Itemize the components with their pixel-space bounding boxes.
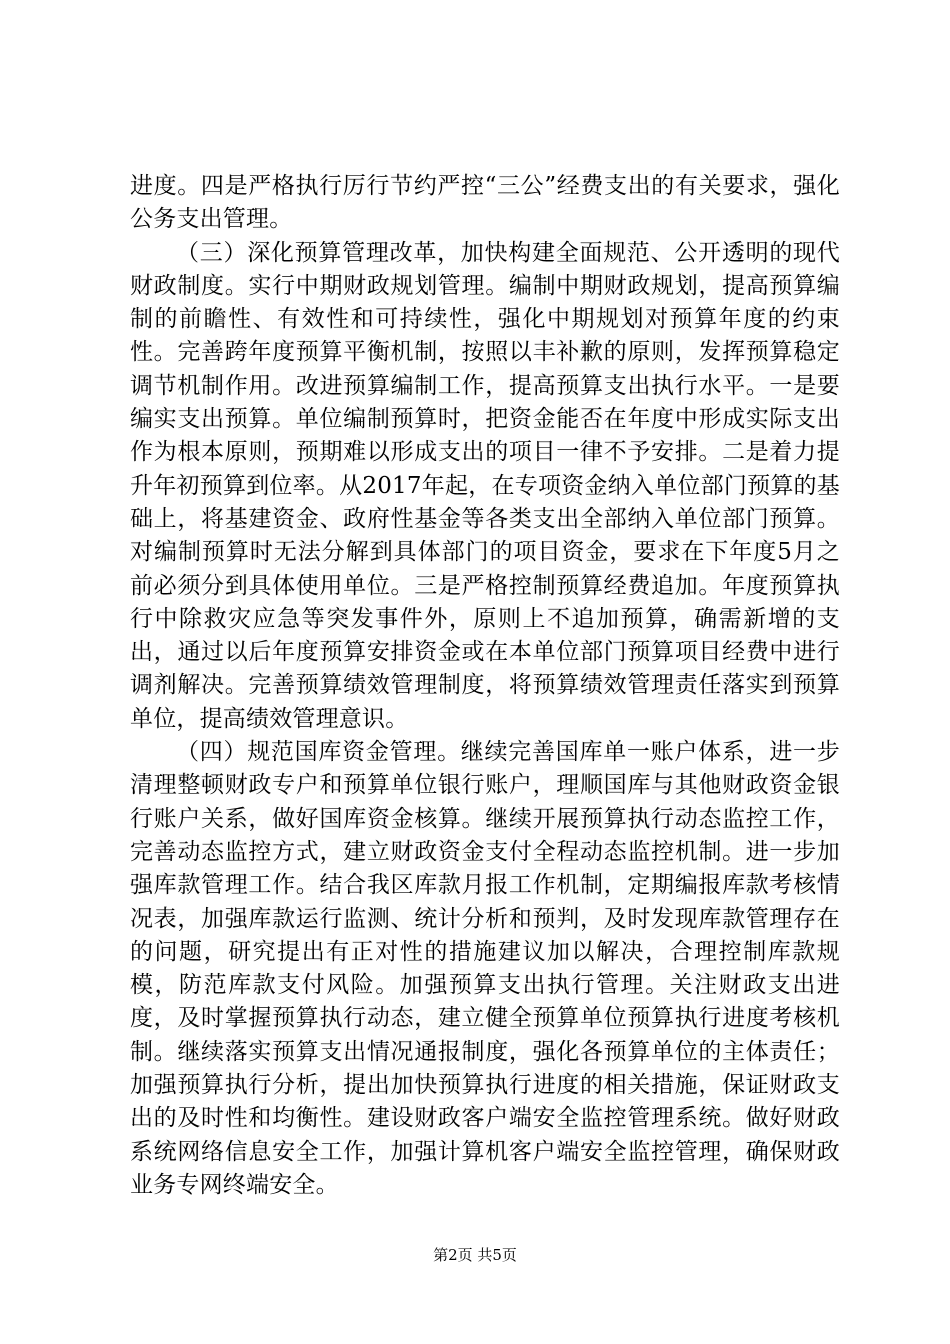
paragraph-section-4: （四）规范国库资金管理。继续完善国库单一账户体系，进一步清理整顿财政专户和预算单位银行账户，理顺国库与其他财政资金银行账户关系，做好国库资金核算。继续开展预算执行动态监控工作，完善动态监控方式，建立财政资金支付全程动态监控机制。进一步加强库款管理工作。结合我区库款月报工作机制，定期编报库款考核情况表，加强库款运行监测、统计分析和预判，及时发现库款管理存在的问题，研究提出有正对性的措施建议加以解决，合理控制库款规模，防范库款支付风险。加强预算支出执行管理。关注财政支出进度，及时掌握预算执行动态，建立健全预算单位预算执行进度考核机制。继续落实预算支出情况通报制度，强化各预算单位的主体责任；加强预算执行分析，提出加快预算执行进度的相关措施，保证财政支出的及时性和均衡性。建设财政客户端安全监控管理系统。做好财政系统网络信息安全工作，加强计算机客户端安全监控管理，确保财政业务专网终端安全。 bbox=[130, 739, 840, 1198]
page-number-footer: 第2页 共5页 bbox=[433, 1246, 517, 1264]
paragraph-section-3: （三）深化预算管理改革，加快构建全面规范、公开透明的现代财政制度。实行中期财政规划管理。编制中期财政规划，提高预算编制的前瞻性、有效性和可持续性，强化中期规划对预算年度的约束性。完善跨年度预算平衡机制，按照以丰补歉的原则，发挥预算稳定调节机制作用。改进预算编制工作，提高预算支出执行水平。一是要编实支出预算。单位编制预算时，把资金能否在年度中形成实际支出作为根本原则，预期难以形成支出的项目一律不予安排。二是着力提升年初预算到位率。从2017年起，在专项资金纳入单位部门预算的基础上，将基建资金、政府性基金等各类支出全部纳入单位部门预算。对编制预算时无法分解到具体部门的项目资金，要求在下年度5月之前必须分到具体使用单位。三是严格控制预算经费追加。年度预算执行中除救灾应急等突发事件外，原则上不追加预算，确需新增的支出，通过以后年度预算安排资金或在本单位部门预算项目经费中进行调剂解决。完善预算绩效管理制度，将预算绩效管理责任落实到预算单位，提高绩效管理意识。 bbox=[130, 239, 840, 732]
paragraph-continuation: 进度。四是严格执行厉行节约严控“三公”经费支出的有关要求，强化公务支出管理。 bbox=[130, 173, 840, 233]
document-body bbox=[130, 170, 840, 1202]
